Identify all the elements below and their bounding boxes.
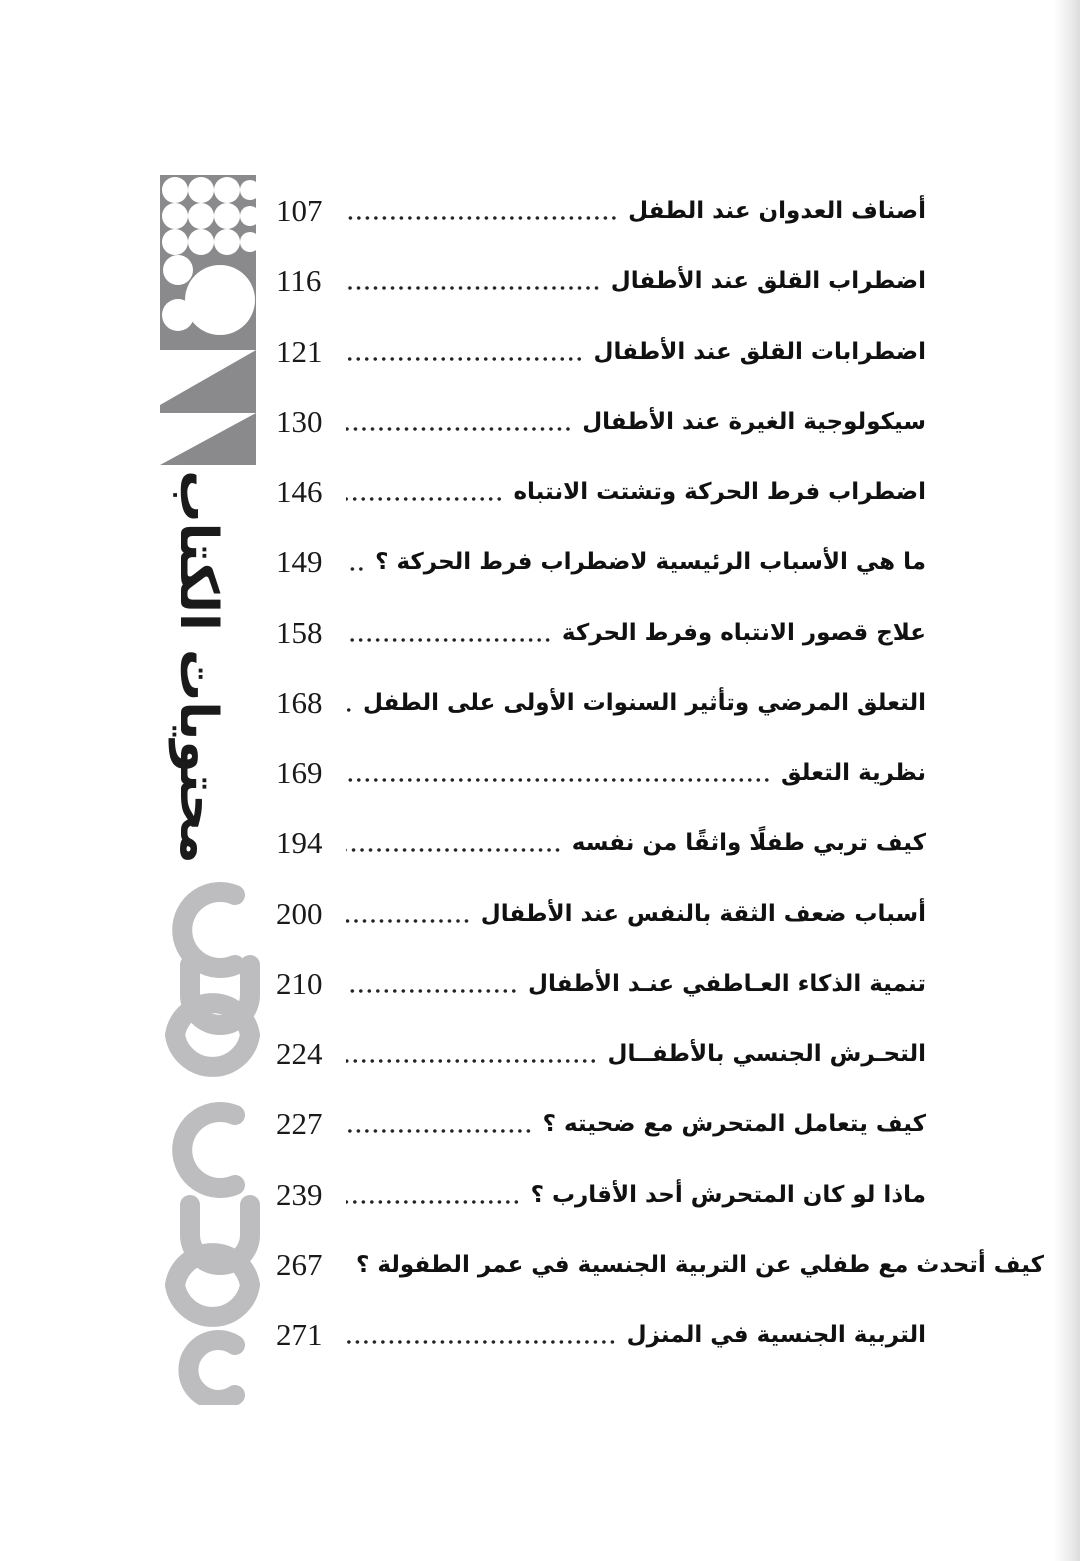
toc-entry-title: تنمية الذكاء العـاطفي عنـد الأطفال [528, 970, 926, 997]
toc-dot-leader [346, 341, 583, 363]
toc-page-number: 121 [276, 333, 323, 369]
toc-page-number: 149 [276, 544, 323, 580]
toc-dot-leader [346, 270, 601, 292]
toc-page-number: 267 [276, 1246, 323, 1282]
toc-entry [276, 808, 926, 878]
toc-dot-leader [346, 481, 503, 503]
toc-entry-title: ماذا لو كان المتحرش أحد الأقارب ؟ [530, 1181, 926, 1208]
toc-entry [276, 668, 926, 738]
toc-entry [276, 387, 926, 457]
toc-dot-leader [346, 1324, 617, 1346]
toc-page-number: 146 [276, 474, 323, 510]
toc-entry [276, 527, 926, 597]
toc-dot-leader [346, 622, 552, 644]
toc-entry-title: كيف أتحدث مع طفلي عن التربية الجنسية في عمر الطفولة ؟ [356, 1251, 1044, 1278]
toc-entry [276, 1230, 1044, 1300]
toc-entry [276, 176, 926, 246]
toc-entry-title: كيف تربي طفلًا واثقًا من نفسه [571, 830, 926, 857]
toc-dot-leader [346, 1113, 533, 1135]
toc-entry-title: اضطراب فرط الحركة وتشتت الانتباه [513, 479, 926, 506]
toc-entry-title: علاج قصور الانتباه وفرط الحركة [561, 619, 926, 646]
toc-dot-leader [346, 832, 562, 854]
toc-entry [276, 1019, 926, 1089]
toc-entry-title: سيكولوجية الغيرة عند الأطفال [582, 408, 926, 435]
page-edge-shadow [1054, 0, 1080, 1561]
toc-dot-leader [346, 551, 365, 573]
page-title: محتويات الكتاب [168, 470, 228, 864]
toc-entry-title: التعلق المرضي وتأثير السنوات الأولى على الطفل [362, 689, 926, 716]
toc-page-number: 271 [276, 1317, 323, 1353]
toc-page-number: 158 [276, 614, 323, 650]
toc-entry-title: اضطراب القلق عند الأطفال [610, 268, 926, 295]
toc-page-number: 116 [276, 263, 322, 299]
toc-entry-title: أسباب ضعف الثقة بالنفس عند الأطفال [480, 900, 926, 927]
toc-page-number: 194 [276, 825, 323, 861]
toc-dot-leader [346, 1184, 521, 1206]
toc-entry-title: كيف يتعامل المتحرش مع ضحيته ؟ [542, 1111, 926, 1138]
toc-dot-leader [346, 200, 618, 222]
toc-page-number: 210 [276, 965, 323, 1001]
toc-dot-leader [346, 903, 471, 925]
toc-entry [276, 598, 926, 668]
table-of-contents [276, 176, 1044, 1370]
toc-page-number: 227 [276, 1106, 323, 1142]
toc-page-number: 107 [276, 193, 323, 229]
toc-entry-title: التربية الجنسية في المنزل [626, 1322, 926, 1349]
page-heading [160, 470, 230, 865]
toc-dot-leader [346, 1043, 598, 1065]
toc-entry [276, 738, 926, 808]
toc-entry-title: التحـرش الجنسي بالأطفــال [607, 1041, 926, 1068]
toc-entry-title: اضطرابات القلق عند الأطفال [593, 338, 926, 365]
toc-entry-title: ما هي الأسباب الرئيسية لاضطراب فرط الحركة ؟ [375, 549, 926, 576]
toc-page-number: 200 [276, 895, 323, 931]
toc-entry-title: نظرية التعلق [781, 760, 926, 787]
toc-entry [276, 246, 926, 316]
toc-page-number: 169 [276, 755, 323, 791]
toc-entry [276, 1089, 926, 1159]
toc-page-number: 224 [276, 1036, 323, 1072]
toc-dot-leader [346, 411, 572, 433]
toc-entry-title: أصناف العدوان عند الطفل [628, 198, 926, 225]
toc-entry [276, 879, 926, 949]
toc-dot-leader [346, 973, 518, 995]
toc-dot-leader [346, 762, 771, 784]
toc-page-number: 130 [276, 403, 323, 439]
toc-entry [276, 1300, 926, 1370]
toc-entry [276, 949, 926, 1019]
toc-entry [276, 317, 926, 387]
toc-page-number: 239 [276, 1176, 323, 1212]
toc-page-number: 168 [276, 684, 323, 720]
toc-entry [276, 1160, 926, 1230]
toc-entry [276, 457, 926, 527]
toc-dot-leader [346, 692, 353, 714]
